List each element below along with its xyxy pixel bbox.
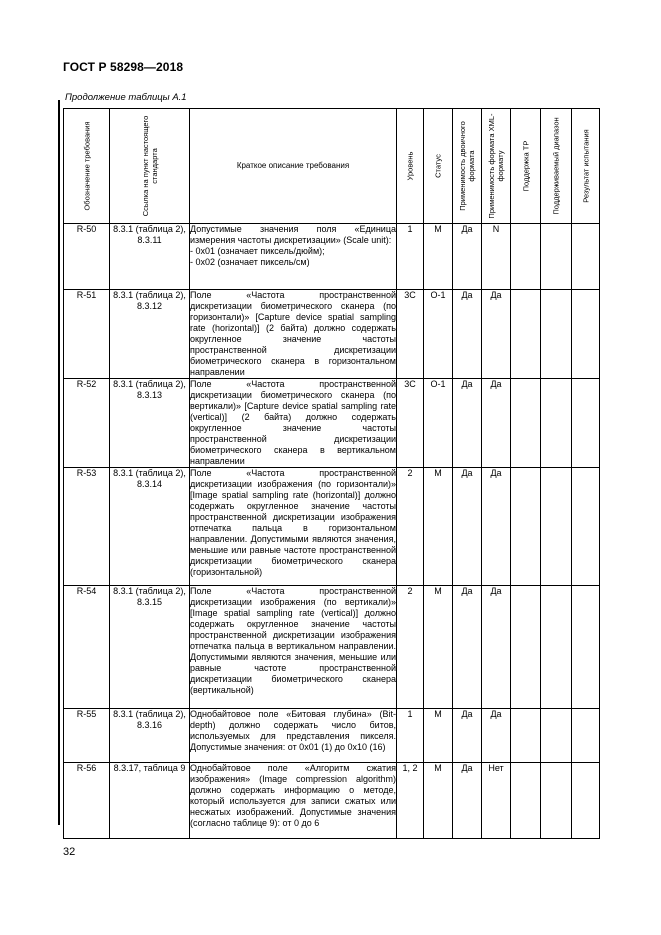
change-bar [58, 100, 60, 825]
cell-req-id: R-50 [64, 224, 110, 290]
cell-description [190, 586, 397, 709]
table-header-row [64, 109, 600, 224]
cell-level: 3С [397, 290, 424, 379]
cell-description [190, 379, 397, 468]
cell-status: М [424, 586, 453, 709]
table-caption: Продолжение таблицы А.1 [65, 92, 187, 103]
cell-xml-applicability: Да [482, 586, 511, 709]
cell-test-result [572, 763, 600, 839]
description-text: Поле «Частота пространственной дискретизации биометрического сканера (по горизонтали)» [Capture device spatial sampling rate (horizontal)] (2 байта) должно содержать округленное значение частоты пространственной дискретизации биометрического сканера в горизонтальном направлении [190, 290, 396, 377]
table-row [64, 290, 600, 379]
cell-level: 1 [397, 709, 424, 763]
cell-binary-applicability: Да [453, 468, 482, 586]
description-text: Поле «Частота пространственной дискретизации биометрического сканера (по вертикали)» [Capture device spatial sampling rate (vertical)] (2 байта) должно содержать округленное значение частоты пространственной дискретизации биометрического сканера в вертикальном направлении [190, 379, 396, 466]
cell-test-result [572, 709, 600, 763]
description-text: Допустимые значения поля «Единица измерения частоты дискретизации» (Scale unit): [190, 224, 396, 245]
description-option: - 0x02 (означает пиксель/см) [190, 257, 310, 267]
cell-tr-support [511, 379, 541, 468]
table-row [64, 468, 600, 586]
cell-standard-ref: 8.3.17, таблица 9 [110, 763, 190, 839]
header-tr-support: Поддержка ТР [511, 109, 541, 224]
cell-binary-applicability: Да [453, 290, 482, 379]
header-test-result: Результат испытания [572, 109, 600, 224]
cell-description [190, 763, 397, 839]
cell-standard-ref: 8.3.1 (таблица 2), 8.3.13 [110, 379, 190, 468]
cell-tr-support [511, 709, 541, 763]
header-description: Краткое описание требования [190, 109, 397, 224]
table-row [64, 763, 600, 839]
cell-description [190, 290, 397, 379]
table-row [64, 709, 600, 763]
cell-supported-range [541, 379, 572, 468]
document-header: ГОСТ Р 58298—2018 [63, 60, 184, 74]
cell-status: М [424, 224, 453, 290]
header-binary-applicability: Применимость двоичного формата [453, 109, 482, 224]
cell-binary-applicability: Да [453, 586, 482, 709]
header-supported-range: Поддерживаемый диапазон [541, 109, 572, 224]
cell-description [190, 468, 397, 586]
cell-tr-support [511, 763, 541, 839]
header-xml-applicability: Применимость формата XML-формату [482, 109, 511, 224]
cell-binary-applicability: Да [453, 763, 482, 839]
cell-supported-range [541, 586, 572, 709]
table-row [64, 379, 600, 468]
cell-description [190, 709, 397, 763]
cell-status: М [424, 468, 453, 586]
cell-level: 1 [397, 224, 424, 290]
header-status: Статус [424, 109, 453, 224]
description-text: Поле «Частота пространственной дискретизации изображения (по горизонтали)» [Image spatial sampling rate (horizontal)] должно содержать округленное значение частоты пространственной дискретизации изображения отпечатка пальца в горизонтальном направлении. Допустимыми являются значения, меньшие или равные частоте пространственной дискретизации биометрического сканера (горизонтальной) [190, 468, 396, 577]
cell-supported-range [541, 290, 572, 379]
cell-standard-ref: 8.3.1 (таблица 2), 8.3.12 [110, 290, 190, 379]
cell-xml-applicability: Да [482, 468, 511, 586]
cell-status: М [424, 709, 453, 763]
cell-tr-support [511, 224, 541, 290]
cell-level: 1, 2 [397, 763, 424, 839]
cell-req-id: R-52 [64, 379, 110, 468]
cell-xml-applicability: Нет [482, 763, 511, 839]
description-text: Однобайтовое поле «Алгоритм сжатия изображения» (Image compression algorithm) должно содержать информацию о методе, который используется для записи сжатых или несжатых изображений. Допустимые значения (согласно таблице 9): от 0 до 6 [190, 763, 396, 828]
description-text: Поле «Частота пространственной дискретизации изображения (по вертикали)» [Image spatial sampling rate (vertical)] должно содержать округленное значение частоты пространственной дискретизации изображения отпечатка пальца в вертикальном направлении. Допустимыми являются значения, меньшие или равные частоте пространственной дискретизации биометрического сканера (вертикальной) [190, 586, 396, 695]
cell-description [190, 224, 397, 290]
cell-test-result [572, 224, 600, 290]
cell-test-result [572, 290, 600, 379]
cell-tr-support [511, 290, 541, 379]
cell-status: О-1 [424, 290, 453, 379]
cell-level: 3С [397, 379, 424, 468]
cell-xml-applicability: Да [482, 290, 511, 379]
description-text: Однобайтовое поле «Битовая глубина» (Bit-depth) должно содержать число битов, используемых для представления пикселя. Допустимые значения: от 0x01 (1) до 0x10 (16) [190, 709, 396, 752]
cell-req-id: R-51 [64, 290, 110, 379]
table-row [64, 224, 600, 290]
table-row [64, 586, 600, 709]
cell-xml-applicability: N [482, 224, 511, 290]
cell-test-result [572, 586, 600, 709]
header-standard-ref: Ссылка на пункт настоящего стандарта [110, 109, 190, 224]
cell-supported-range [541, 763, 572, 839]
cell-req-id: R-54 [64, 586, 110, 709]
cell-req-id: R-55 [64, 709, 110, 763]
cell-standard-ref: 8.3.1 (таблица 2), 8.3.14 [110, 468, 190, 586]
cell-binary-applicability: Да [453, 709, 482, 763]
cell-standard-ref: 8.3.1 (таблица 2), 8.3.16 [110, 709, 190, 763]
cell-binary-applicability: Да [453, 224, 482, 290]
cell-test-result [572, 379, 600, 468]
cell-xml-applicability: Да [482, 379, 511, 468]
cell-supported-range [541, 224, 572, 290]
cell-supported-range [541, 709, 572, 763]
cell-tr-support [511, 468, 541, 586]
cell-req-id: R-56 [64, 763, 110, 839]
cell-req-id: R-53 [64, 468, 110, 586]
cell-standard-ref: 8.3.1 (таблица 2), 8.3.15 [110, 586, 190, 709]
description-option: - 0x01 (означает пиксель/дюйм); [190, 246, 325, 256]
cell-status: О-1 [424, 379, 453, 468]
cell-status: М [424, 763, 453, 839]
cell-tr-support [511, 586, 541, 709]
cell-test-result [572, 468, 600, 586]
header-req-id: Обозначение требования [64, 109, 110, 224]
header-level: Уровень [397, 109, 424, 224]
cell-standard-ref: 8.3.1 (таблица 2), 8.3.11 [110, 224, 190, 290]
cell-supported-range [541, 468, 572, 586]
cell-level: 2 [397, 586, 424, 709]
cell-level: 2 [397, 468, 424, 586]
cell-binary-applicability: Да [453, 379, 482, 468]
page-number: 32 [63, 846, 76, 858]
cell-xml-applicability: Да [482, 709, 511, 763]
requirements-table [63, 108, 600, 839]
